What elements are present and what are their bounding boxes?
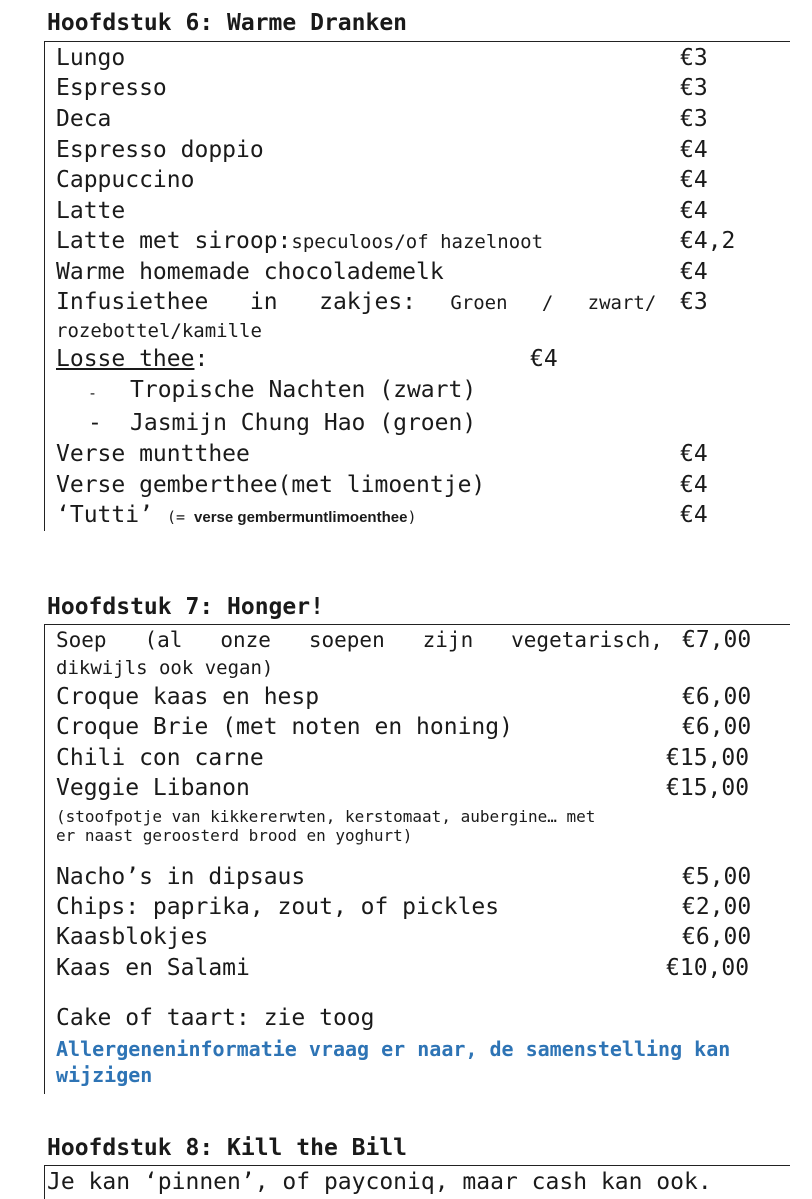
menu-item-name: Deca	[56, 106, 112, 132]
chapter-6-title: Hoofdstuk 6: Warme Dranken	[47, 10, 408, 36]
colon: :	[194, 346, 209, 372]
menu-item-price: €5,00	[682, 864, 752, 890]
menu-item-name: Verse gemberthee(met limoentje)	[56, 472, 486, 498]
menu-item-price: €2,00	[682, 894, 752, 920]
divider	[44, 624, 45, 1094]
menu-item-price: €6,00	[682, 924, 752, 950]
cake-note: Cake of taart: zie toog	[56, 1005, 375, 1031]
menu-item-note: (stoofpotje van kikkererwten, kerstomaat, aubergine… met	[56, 807, 596, 826]
menu-item-price: €4,2	[680, 228, 736, 254]
menu-item-price: €4	[530, 346, 558, 372]
menu-item-price: €7,00	[682, 627, 752, 653]
divider	[44, 624, 790, 625]
menu-item-price: €4	[680, 167, 708, 193]
menu-item-name	[56, 228, 543, 254]
menu-item-label: Losse thee	[56, 346, 195, 372]
menu-item-name: Latte	[56, 198, 126, 224]
menu-item-name: Kaasblokjes	[56, 924, 209, 950]
menu-item-name	[56, 289, 656, 315]
menu-item-label: Infusiethee in zakjes:	[56, 289, 417, 315]
chapter-8-title: Hoofdstuk 8: Kill the Bill	[47, 1135, 408, 1161]
menu-item-price: €15,00	[666, 775, 750, 801]
menu-item-price: €6,00	[682, 714, 752, 740]
menu-item-detail	[416, 292, 656, 314]
divider	[44, 41, 790, 42]
menu-item-price: €10,00	[666, 955, 750, 981]
divider	[44, 1165, 45, 1199]
menu-item-price: €4	[680, 137, 708, 163]
menu-item-name: Cappuccino	[56, 167, 195, 193]
menu-item-price: €3	[680, 289, 708, 315]
menu-item-name: Soep (al onze soepen zijn vegetarisch,	[56, 628, 663, 652]
chapter-7-title: Hoofdstuk 7: Honger!	[47, 594, 324, 620]
bullet: -	[88, 384, 98, 402]
menu-item-price: €4	[680, 259, 708, 285]
paren-close: )	[407, 508, 417, 526]
menu-item-price: €6,00	[682, 684, 752, 710]
menu-item-name: Espresso doppio	[56, 137, 264, 163]
divider	[44, 41, 45, 531]
menu-item-label: Latte met siroop:	[56, 228, 292, 254]
menu-item-name	[56, 346, 208, 372]
menu-item-name: Veggie Libanon	[56, 775, 250, 801]
menu-item-price: €4	[680, 472, 708, 498]
menu-item-detail	[167, 508, 417, 526]
allergen-info: wijzigen	[56, 1063, 153, 1087]
menu-item-note: er naast geroosterd brood en yoghurt)	[56, 826, 413, 845]
menu-item-detail-text: verse gembermuntlimoenthee	[194, 509, 408, 526]
menu-item-price: €3	[680, 75, 708, 101]
menu-item-price: €4	[680, 198, 708, 224]
menu-item-name: Croque kaas en hesp	[56, 684, 320, 710]
menu-item-name: Lungo	[56, 45, 126, 71]
allergen-info: Allergeneninformatie vraag er naar, de samenstelling kan	[56, 1037, 731, 1061]
menu-item-name	[56, 502, 416, 528]
paren-open: (=	[166, 508, 195, 526]
menu-item-price: €3	[680, 106, 708, 132]
menu-item-price: €3	[680, 45, 708, 71]
bullet: -	[88, 410, 102, 436]
list-item: Jasmijn Chung Hao (groen)	[130, 410, 477, 436]
menu-item-name: Croque Brie (met noten en honing)	[56, 714, 513, 740]
menu-item-detail: speculoos/of hazelnoot	[291, 231, 544, 253]
menu-item-name: Espresso	[56, 75, 167, 101]
menu-item-name: Verse muntthee	[56, 441, 250, 467]
menu-item-price: €15,00	[666, 745, 750, 771]
list-item: Tropische Nachten (zwart)	[130, 377, 477, 403]
menu-item-name: Kaas en Salami	[56, 955, 250, 981]
menu-item-name: Nacho’s in dipsaus	[56, 864, 306, 890]
divider	[44, 1165, 790, 1166]
menu-item-name: Chips: paprika, zout, of pickles	[56, 894, 500, 920]
menu-item-price: €4	[680, 502, 708, 528]
payment-info: Je kan ‘pinnen’, of payconiq, maar cash kan ook.	[47, 1169, 712, 1195]
menu-item-name: Chili con carne	[56, 745, 264, 771]
menu-item-detail: rozebottel/kamille	[56, 320, 262, 342]
menu-item-detail-text: Groen / zwart/	[450, 292, 657, 314]
menu-item-price: €4	[680, 441, 708, 467]
menu-item-name: Warme homemade chocolademelk	[56, 259, 444, 285]
menu-item-detail: dikwijls ook vegan)	[56, 657, 274, 679]
menu-item-label: ‘Tutti’	[56, 502, 153, 528]
